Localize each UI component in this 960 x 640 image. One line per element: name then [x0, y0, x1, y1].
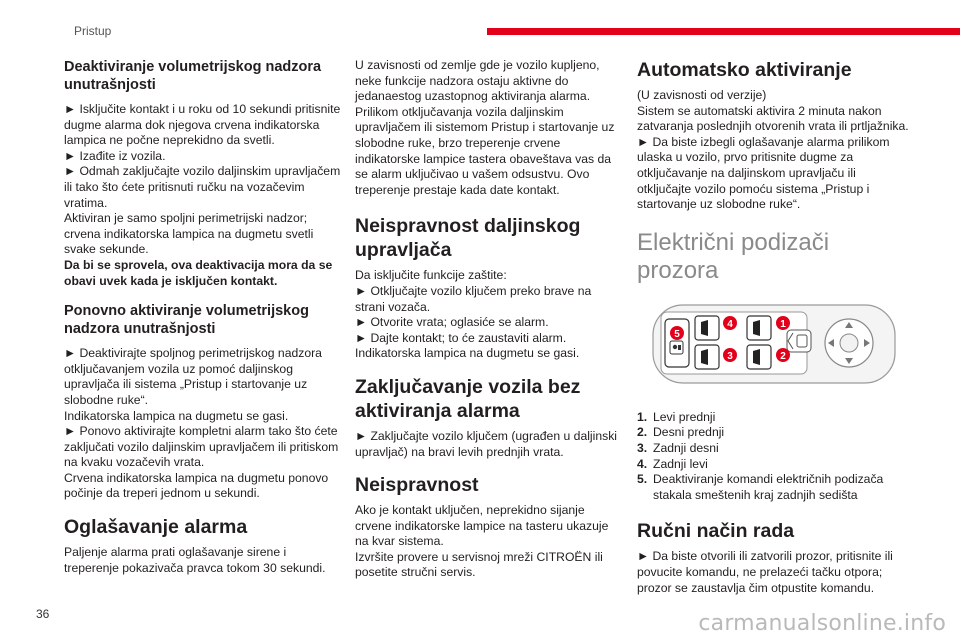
paragraph: ► Izađite iz vozila.	[64, 148, 166, 163]
callout-4	[723, 316, 737, 330]
paragraph: ► Da biste otvorili ili zatvorili prozor, pritisnite ili povucite komandu, ne prelazeći tačku otpora; prozor se zaustavlja čim otpustite komandu.	[637, 549, 893, 595]
page-header-label: Pristup	[74, 24, 112, 38]
paragraph: ► Otvorite vrata; oglasiće se alarm.	[355, 315, 549, 330]
paragraph: ► Zaključajte vozilo ključem (ugrađen u daljinski upravljač) na bravi levih prednjih vrata.	[355, 428, 618, 459]
paragraph: Sistem se automatski aktivira 2 minuta nakon zatvaranja poslednjih otvorenih vrata ili prtljažnika.	[637, 103, 909, 134]
paragraph: ► Dajte kontakt; to će zaustaviti alarm.	[355, 330, 567, 345]
paragraph: Izvršite provere u servisnoj mreži CITROËN ili posetite stručni servis.	[355, 549, 603, 580]
paragraph: ► Da biste izbegli oglašavanje alarma prilikom ulaska u vozilo, prvo pritisnite dugme za otključavanje na daljinskom upravljaču ili otključajte vozilo pomoću sistema „Pristup i startovanje uz slobodne ruke“.	[637, 134, 890, 212]
svg-text:4: 4	[727, 318, 733, 330]
list-item: 3. Zadnji desni	[637, 440, 719, 455]
paragraph: Ako je kontakt uključen, neprekidno sijanje crvene indikatorske lampice na tasteru ukazuje na kvar sistema.	[355, 503, 609, 549]
heading-fault: Neispravnost	[355, 474, 479, 497]
callout-1	[776, 316, 790, 330]
svg-text:3: 3	[727, 350, 733, 362]
heading-lock-without-alarm: Zaključavanje vozila bez aktiviranja alarma	[355, 375, 581, 422]
heading-auto-activation: Automatsko aktiviranje	[637, 59, 852, 81]
svg-text:1: 1	[780, 318, 786, 330]
paragraph: Crvena indikatorska lampica na dugmetu ponovo počinje da treperi jednom u sekundi.	[64, 470, 329, 501]
paragraph: Paljenje alarma prati oglašavanje sirene i treperenje pokazivača pravca tokom 30 sekundi.	[64, 545, 326, 575]
list-item: 4. Zadnji levi	[637, 456, 708, 471]
svg-text:2: 2	[780, 350, 786, 362]
heading-reactivation: Ponovno aktiviranje volumetrijskog nadzora unutrašnjosti	[64, 303, 309, 338]
watermark: carmanualsonline.info	[698, 611, 946, 636]
paragraph: (U zavisnosti od verzije)	[637, 88, 767, 102]
list-item: 1. Levi prednji	[637, 409, 716, 424]
paragraph: Da isključite funkcije zaštite:	[355, 268, 507, 283]
list-item: 2. Desni prednji	[637, 425, 725, 440]
note-bold: Da bi se sprovela, ova deaktivacija mora da se obavi uvek kada je isključen kontakt.	[64, 257, 333, 288]
mirror-joystick-icon	[825, 319, 873, 367]
heading-alarm: Oglašavanje alarma	[64, 516, 248, 539]
switch-front-right-icon	[747, 345, 771, 369]
heading-remote-fault: Neispravnost daljinskog upravljača	[355, 215, 581, 262]
heading-manual-mode: Ručni način rada	[637, 520, 795, 543]
paragraph: ► Odmah zaključajte vozilo daljinskim upravljačem ili tako što ćete pritisnuti ručku na vozačevim vratima.	[64, 164, 341, 210]
callout-2	[776, 348, 790, 362]
heading-power-windows: Električni podizači prozora	[637, 228, 830, 284]
paragraph: ► Isključite kontakt i u roku od 10 sekundi pritisnite dugme alarma dok njegova crvena indikatorska lampica ne počne neprekidno da svetli.	[64, 102, 341, 148]
paragraph: ► Deaktivirajte spoljnog perimetrijskog nadzora otključavanjem vozila uz pomoć daljinskog upravljača ili sistema „Pristup i startovanje uz slobodne ruke“.	[64, 346, 322, 407]
window-switch-panel-diagram	[637, 303, 897, 385]
column-left	[64, 58, 342, 576]
heading-deactivation: Deaktiviranje volumetrijskog nadzora unutrašnjosti	[64, 59, 322, 93]
list-item: 5. Deaktiviranje komandi električnih podizača stakala smeštenih kraj zadnjih sedišta	[637, 472, 884, 502]
paragraph: ► Otključajte vozilo ključem preko brave na strani vozača.	[355, 283, 592, 314]
callout-5	[670, 326, 684, 340]
callout-3	[723, 348, 737, 362]
switch-rear-left-icon	[695, 316, 719, 340]
legend-list	[637, 410, 909, 504]
column-middle	[355, 58, 623, 581]
page-number: 36	[36, 607, 50, 621]
paragraph: ► Ponovo aktivirajte kompletni alarm tako što ćete zaključati vozilo daljinskim upravljačem ili pritiskom na kvaku vozačevih vrata.	[64, 424, 339, 470]
paragraph: Aktiviran je samo spoljni perimetrijski nadzor; crvena indikatorska lampica na dugmetu svetli svake sekunde.	[64, 211, 314, 257]
header-accent-bar	[487, 28, 960, 35]
switch-rear-right-icon	[695, 345, 719, 369]
switch-front-left-icon	[747, 316, 771, 340]
svg-text:5: 5	[674, 328, 680, 340]
paragraph: Indikatorska lampica na dugmetu se gasi.	[355, 346, 580, 361]
column-right	[637, 58, 909, 596]
paragraph: Indikatorska lampica na dugmetu se gasi.	[64, 408, 289, 423]
mirror-selector-icon	[787, 330, 811, 352]
paragraph: U zavisnosti od zemlje gde je vozilo kupljeno, neke funkcije nadzora ostaju aktivne do jedanaestog uzastopnog aktiviranja alarma. Prilikom otključavanja vozila daljinskim upravljačem ili sistemom Pristup i startovanje uz slobodne ruke, brzo treperenje crvene indikatorske lampice tastera obaveštava vas da se alarm uključivao u vašem odsustvu. Ovo treperenje prestaje kada date kontakt.	[355, 58, 615, 197]
